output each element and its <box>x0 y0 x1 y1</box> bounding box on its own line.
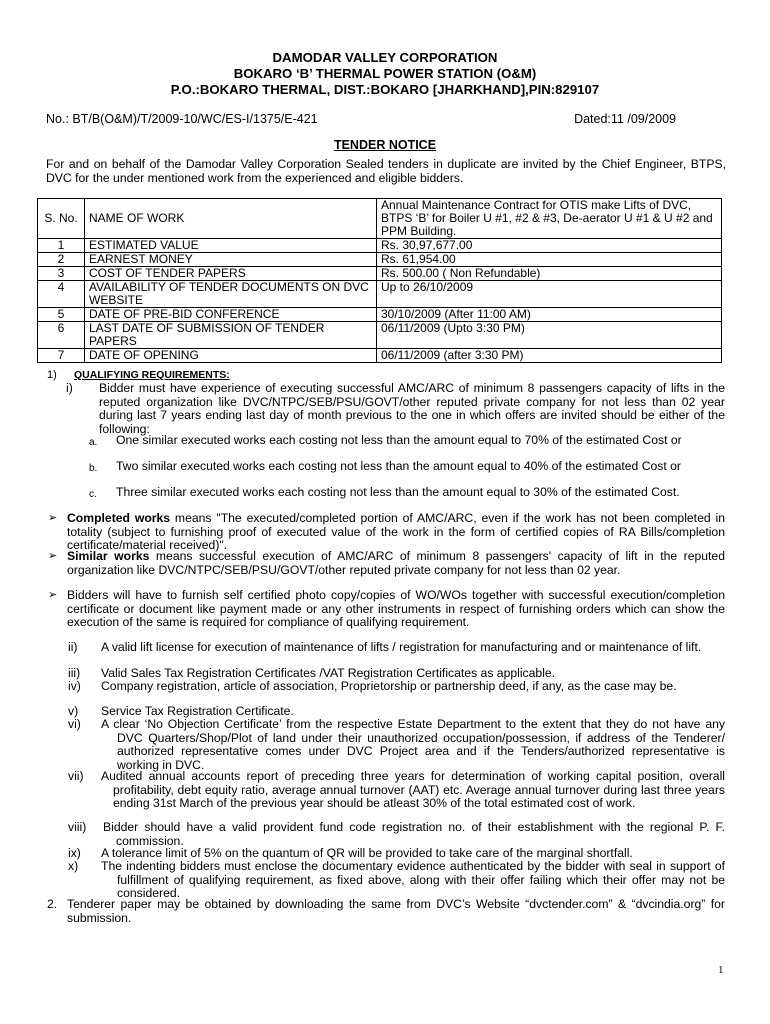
sub-b-letter: b. <box>89 463 98 474</box>
bullet-arrow-icon: ➢ <box>48 550 58 562</box>
clause-vii-body: Audited annual accounts report of preceding three years for determination of working capital position, overall profitability, debt equity ratio, average annual turnover (AAT) etc. Average annual turnover during last three years ending 31st March of the previous year should be atleast 30% of the total estimated cost of work. <box>101 769 725 811</box>
clause-iv-text <box>101 680 725 694</box>
sub-c-letter: c. <box>89 489 97 500</box>
similar-works-term: Similar works <box>67 549 150 563</box>
header-station: BOKARO ‘B’ THERMAL POWER STATION (O&M) <box>233 66 537 81</box>
notice-title: TENDER NOTICE <box>333 138 437 152</box>
section-2-number: 2. <box>47 897 58 911</box>
clause-vi-text <box>101 718 725 772</box>
qualifying-heading: QUALIFYING REQUIREMENTS: <box>74 369 230 381</box>
table-row <box>38 267 722 281</box>
table-cell-item: AVAILABILITY OF TENDER DOCUMENTS ON DVC WEBSITE <box>85 281 377 308</box>
similar-works-text: means successful execution of AMC/ARC of minimum 8 passengers' capacity of lift in the reputed organization like DVC/NTPC/SEB/PSU/GOVT/other reputed private company for not less than 02 year. <box>67 549 725 577</box>
clause-x-body: The indenting bidders must enclose the documentary evidence authenticated by the bidder with seal in support of fulfillment of qualifying requirement, as fixed above, along with their offer failing which their offer may not be considered. <box>101 859 725 901</box>
table-cell-name-header: NAME OF WORK <box>85 199 377 239</box>
table-cell-value: 06/11/2009 (Upto 3:30 PM) <box>377 322 722 349</box>
clause-ix-number: ix) <box>68 846 81 860</box>
clause-x-number: x) <box>68 859 79 873</box>
clause-vii-text <box>101 770 725 811</box>
table-row <box>38 322 722 349</box>
clause-i-text <box>99 382 725 436</box>
table-row <box>38 281 722 308</box>
tender-table <box>37 198 722 363</box>
table-cell-sno: 1 <box>38 239 85 253</box>
table-cell-value: 06/11/2009 (after 3:30 PM) <box>377 349 722 363</box>
table-cell-item: ESTIMATED VALUE <box>85 239 377 253</box>
table-cell-value: Up to 26/10/2009 <box>377 281 722 308</box>
clause-viii-body: Bidder should have a valid provident fund code registration no. of their establishment with the regional P. F. commission. <box>103 820 725 848</box>
clause-viii-number: viii) <box>68 820 87 834</box>
table-cell-sno: 2 <box>38 253 85 267</box>
clause-x-text <box>101 860 725 901</box>
intro-paragraph: For and on behalf of the Damodar Valley Corporation Sealed tenders in duplicate are invited by the Chief Engineer, BTPS, DVC for the under mentioned work from the experienced and eligible bidders. <box>46 157 726 185</box>
table-cell-value: Rs. 500.00 ( Non Refundable) <box>377 267 722 281</box>
table-row <box>38 308 722 322</box>
clause-i-number: i) <box>66 381 73 395</box>
table-cell-value: Rs. 30,97,677.00 <box>377 239 722 253</box>
table-cell-item: EARNEST MONEY <box>85 253 377 267</box>
header-org-name: DAMODAR VALLEY CORPORATION <box>272 50 498 65</box>
table-row <box>38 253 722 267</box>
clause-v-text: Service Tax Registration Certificate. <box>101 704 294 718</box>
clause-iv-number: iv) <box>68 679 81 693</box>
clause-iii-text: Valid Sales Tax Registration Certificates /VAT Registration Certificates as applicable. <box>101 666 556 680</box>
clause-iii-number: iii) <box>68 666 81 680</box>
sub-b-text: Two similar executed works each costing not less than the amount equal to 40% of the estimated Cost or <box>116 459 681 473</box>
table-cell-work-description: Annual Maintenance Contract for OTIS make Lifts of DVC, BTPS ‘B’ for Boiler U #1, #2 & #3, De-aerator U #1 & U #2 and PPM Building. <box>377 199 722 239</box>
bullet-arrow-icon: ➢ <box>48 512 58 524</box>
clause-ii-text <box>101 641 725 655</box>
clause-ii-body: A valid lift license for execution of maintenance of lifts / registration for manufacturing and or maintenance of lift. <box>101 640 702 654</box>
table-row <box>38 349 722 363</box>
clause-vi-body: A clear ‘No Objection Certificate’ from the respective Estate Department to the extent that they do not have any DVC Quarters/Shop/Plot of land under their unauthorized occupation/possession, if address of the Tenderer/ authorized representative comes under DVC Project area and if the Tenders/authorized representative is working in DVC. <box>101 717 725 772</box>
sub-a-text: One similar executed works each costing not less than the amount equal to 70% of the estimated Cost or <box>116 433 682 447</box>
table-cell-sno: 7 <box>38 349 85 363</box>
completed-works-paragraph <box>67 512 725 553</box>
table-cell-sno: 5 <box>38 308 85 322</box>
bidders-paragraph: Bidders will have to furnish self certified photo copy/copies of WO/WOs together with successful execution/completion certificate or document like payment made or any other instruments in respect of furnishing orders which can show the execution of the same is required for compliance of qualifying requirement. <box>67 588 725 630</box>
section-2-text: Tenderer paper may be obtained by downloading the same from DVC’s Website “dvctender.com” & “dvcindia.org” for submission. <box>67 897 725 925</box>
table-cell-item: DATE OF PRE-BID CONFERENCE <box>85 308 377 322</box>
table-row <box>38 239 722 253</box>
sub-a-letter: a. <box>89 437 98 448</box>
table-cell-sno: 6 <box>38 322 85 349</box>
table-cell-sno: 3 <box>38 267 85 281</box>
page-number: 1 <box>718 964 724 976</box>
bullet-arrow-icon: ➢ <box>48 589 58 601</box>
table-header-row <box>38 199 722 239</box>
clause-viii-text <box>103 821 725 848</box>
sub-c-text: Three similar executed works each costing not less than the amount equal to 30% of the estimated Cost. <box>116 485 680 499</box>
reference-date: Dated:11 /09/2009 <box>574 112 676 126</box>
table-cell-item: COST OF TENDER PAPERS <box>85 267 377 281</box>
reference-number: No.: BT/B(O&M)/T/2009-10/WC/ES-I/1375/E-421 <box>46 112 318 126</box>
completed-works-text: means "The executed/completed portion of AMC/ARC, even if the work has not been completed in totality (subject to furnishing proof of executed value of the work in the form of certified copies of RA Bills/completion certificate/material received)". <box>67 511 725 553</box>
table-cell-value: 30/10/2009 (After 11:00 AM) <box>377 308 722 322</box>
similar-works-paragraph <box>67 550 725 577</box>
table-cell-item: DATE OF OPENING <box>85 349 377 363</box>
clause-iv-body: Company registration, article of association, Proprietorship or partnership deed, if any, as the case may be. <box>101 679 677 693</box>
clause-vii-number: vii) <box>68 769 84 783</box>
table-cell-value: Rs. 61,954.00 <box>377 253 722 267</box>
table-cell-sno-header: S. No. <box>38 199 85 239</box>
section-1-number: 1) <box>47 369 57 381</box>
table-cell-sno: 4 <box>38 281 85 308</box>
clause-vi-number: vi) <box>68 717 81 731</box>
table-cell-item: LAST DATE OF SUBMISSION OF TENDER PAPERS <box>85 322 377 349</box>
clause-ii-number: ii) <box>68 640 78 654</box>
clause-ix-text: A tolerance limit of 5% on the quantum of QR will be provided to take care of the marginal shortfall. <box>101 846 633 860</box>
completed-works-term: Completed works <box>67 511 171 525</box>
clause-i-body: Bidder must have experience of executing successful AMC/ARC of minimum 8 passengers capacity of lifts in the reputed organization like DVC/NTPC/SEB/PSU/GOVT/other reputed private company for not less than 02 year during last 7 years ending last day of month previous to the one in which offers are invited should be either of the following: <box>99 381 725 436</box>
clause-v-number: v) <box>68 704 79 718</box>
header-address: P.O.:BOKARO THERMAL, DIST.:BOKARO [JHARKHAND],PIN:829107 <box>170 82 600 97</box>
reference-line <box>46 113 676 127</box>
